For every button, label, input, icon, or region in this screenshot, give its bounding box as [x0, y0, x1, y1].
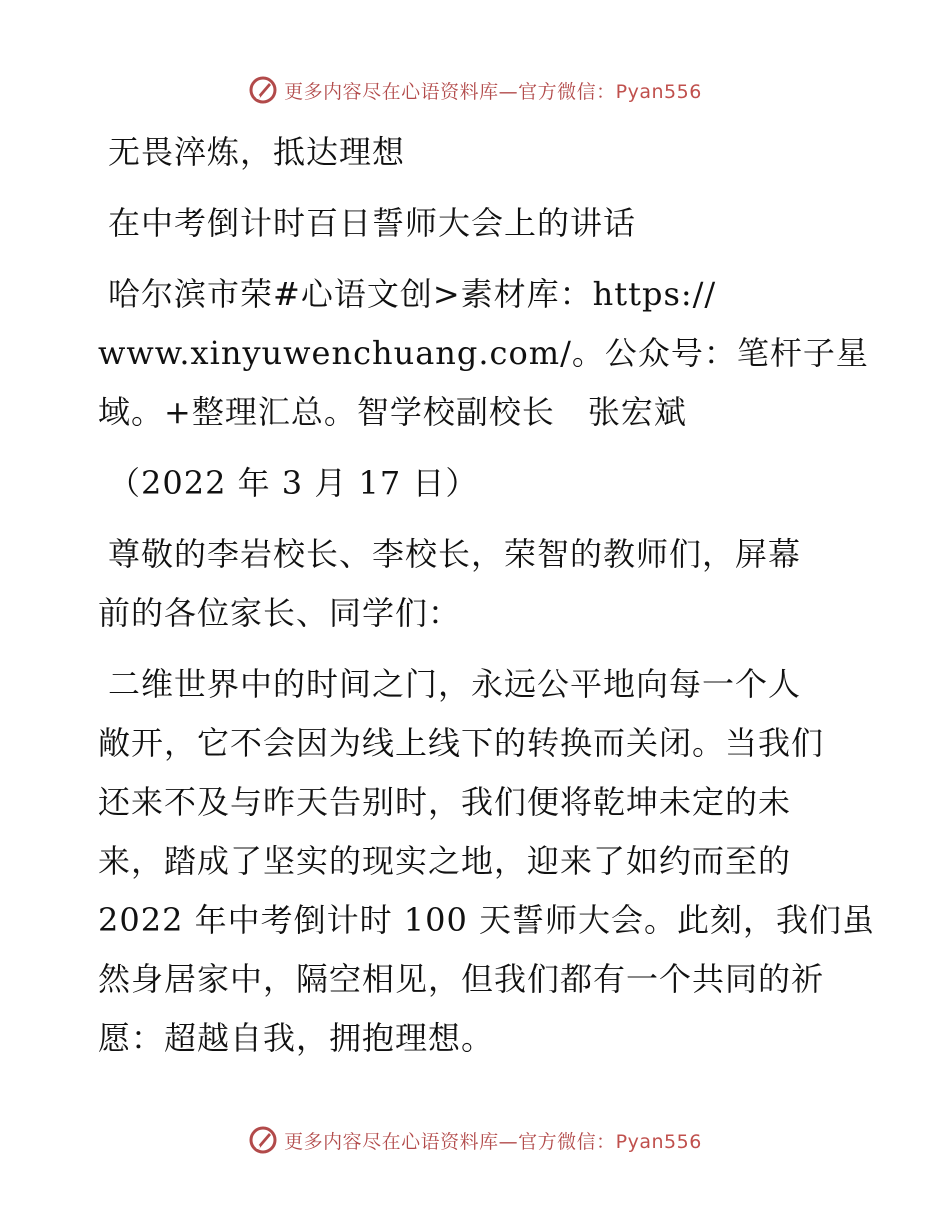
quill-pen-logo-icon	[248, 1125, 278, 1155]
author-block	[98, 265, 869, 442]
body-paragraph	[98, 655, 876, 1068]
document-body	[98, 123, 876, 1068]
watermark-text: 更多内容尽在心语资料库—官方微信：Pyan556	[284, 1130, 702, 1153]
salutation-line: 前的各位家长、同学们：	[98, 594, 462, 632]
watermark-banner-bottom	[0, 1120, 950, 1160]
body-line: 还来不及与昨天告别时，我们便将乾坤未定的未	[98, 783, 792, 821]
watermark-banner-top	[0, 70, 950, 110]
body-line: 二维世界中的时间之门，永远公平地向每一个人	[108, 665, 802, 703]
body-line: 来，踏成了坚实的现实之地，迎来了如约而至的	[98, 842, 792, 880]
author-line: www.xinyuwenchuang.com/。公众号：笔杆子星	[98, 334, 869, 372]
salutation	[98, 525, 858, 643]
body-line: 愿：超越自我，拥抱理想。	[98, 1019, 495, 1057]
author-line: 域。+整理汇总。智学校副校长 张宏斌	[98, 393, 687, 431]
watermark-id: Pyan556	[615, 1130, 702, 1153]
body-line: 敞开，它不会因为线上线下的转换而关闭。当我们	[98, 724, 825, 762]
watermark-id: Pyan556	[615, 80, 702, 103]
document-title: 无畏淬炼，抵达理想	[108, 133, 406, 171]
body-line: 然身居家中，隔空相见，但我们都有一个共同的祈	[98, 960, 825, 998]
document-date: （2022 年 3 月 17 日）	[108, 464, 479, 502]
salutation-line: 尊敬的李岩校长、李校长，荣智的教师们，屏幕	[108, 535, 802, 573]
author-line: 哈尔滨市荣#心语文创>素材库：https://	[108, 275, 717, 313]
quill-pen-logo-icon	[248, 75, 278, 105]
document-subtitle: 在中考倒计时百日誓师大会上的讲话	[108, 204, 637, 242]
watermark-text: 更多内容尽在心语资料库—官方微信：Pyan556	[284, 80, 702, 103]
body-line: 2022 年中考倒计时 100 天誓师大会。此刻，我们虽	[98, 901, 876, 939]
